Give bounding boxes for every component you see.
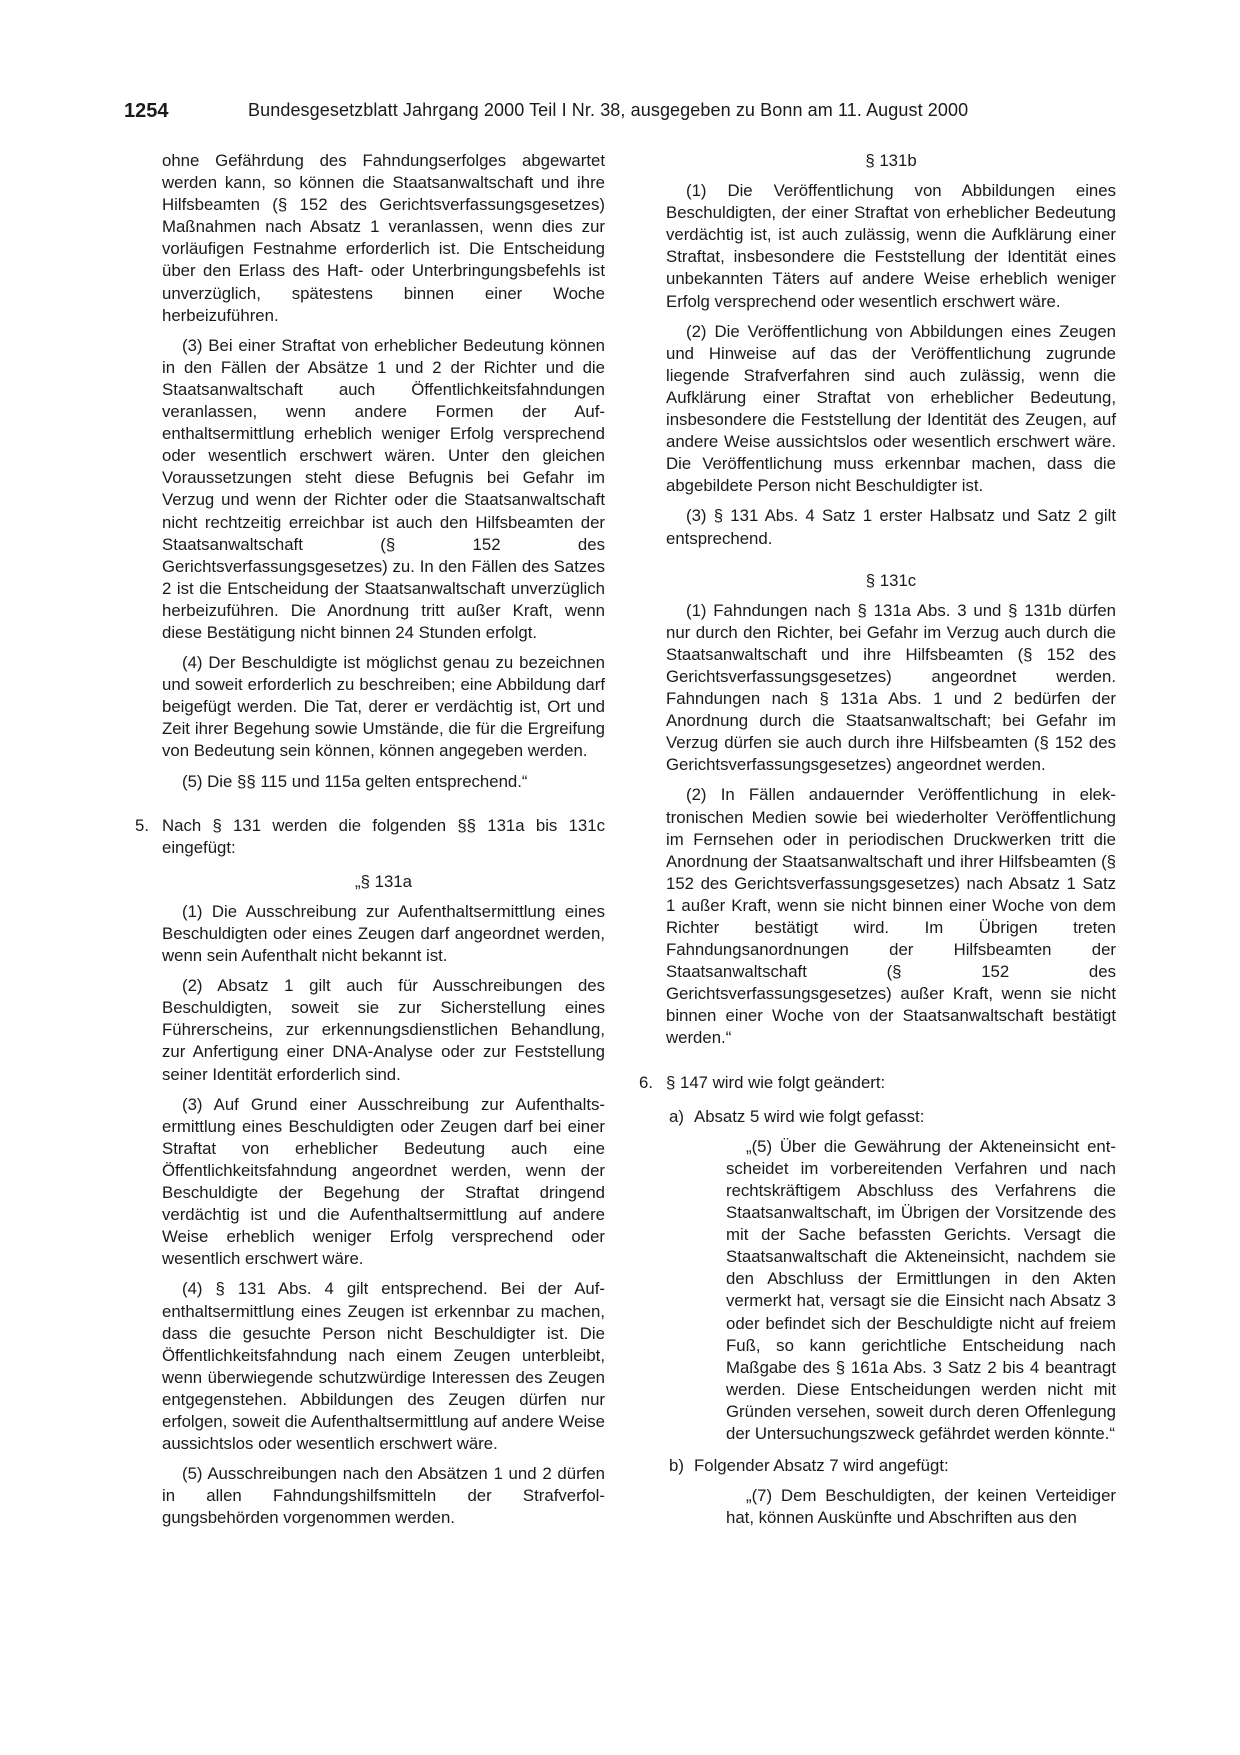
list-text: § 147 wird wie folgt geändert: [666, 1072, 886, 1092]
paragraph-131-3: (3) Bei einer Straftat von erheblicher Bedeutung können in den Fällen der Absätze 1 und 2 der Richter und die Staatsanwaltschaft auch Öffentlichkeitsfahndungen veranlassen, wenn andere Formen der Aufenthaltsermittlung erheblich weniger Erfolg versprechend oder wesentlich erschwert wären. Unter den gleichen Voraussetzungen steht diese Befugnis bei Gefahr im Verzug und wenn der Richter oder die Staatsanwaltschaft nicht rechtzeitig erreichbar ist auch den Hilfsbeamten der Staatsanwaltschaft (§ 152 des Gerichtsverfassungsgesetzes) zu. In den Fällen des Satzes 2 ist die Entscheidung der Staatsanwaltschaft unverzüglich herbeizuführen. Die Anordnung tritt außer Kraft, wenn diese Bestätigung nicht binnen 24 Stunden erfolgt. [162, 335, 605, 642]
sub-item-label: b) [669, 1456, 684, 1476]
sub-item-b [669, 1455, 1116, 1529]
running-title: Bundesgesetzblatt Jahrgang 2000 Teil I Nr. 38, ausgegeben zu Bonn am 11. August 2000 [248, 100, 969, 120]
list-text: Nach § 131 werden die folgenden §§ 131a bis 131c eingefügt: [162, 815, 605, 857]
paragraph-131-5: (5) Die §§ 115 und 115a gelten entsprechend.“ [182, 771, 528, 791]
paragraph-131c-2: (2) In Fällen andauernder Veröffentlichung in elektronischen Medien sowie bei wiederholter Veröffentlichung im Fernsehen oder in periodischen Druckwerken tritt die Anordnung der Staatsanwaltschaft und ihrer Hilfsbeamten (§ 152 des Gerichtsverfassungsgesetzes) nach Absatz 1 Satz 1 außer Kraft, wenn sie nicht binnen einer Woche von dem Richter bestätigt wird. Im Übrigen treten Fahndungsanordnungen der Hilfsbeamten der Staatsanwaltschaft (§ 152 des Gerichtsverfassungsgesetzes) außer Kraft, wenn sie nicht binnen einer Woche von der Staatsanwaltschaft bestätigt werden.“ [666, 785, 1116, 1048]
paragraph-131a-2: (2) Absatz 1 gilt auch für Ausschreibungen des Beschuldigten, soweit sie zur Sicherstellung eines Führerscheins, zur erkennungsdienstlichen Behandlung, zur Anfertigung einer DNA-Analyse oder zur Feststellung seiner Identität erforderlich sind. [162, 976, 605, 1084]
quoted-paragraph-147-5: „(5) Über die Gewährung der Akteneinsicht entscheidet im vorbereitenden Verfahren und nach rechtskräftigem Abschluss des Verfahrens die Staatsanwaltschaft, im Übrigen der Vorsitzende des mit der Sache befassten Gerichts. Versagt die Staatsanwaltschaft die Akteneinsicht, nachdem sie den Abschluss der Ermittlungen in den Akten vermerkt hat, versagt sie die Einsicht nach Absatz 3 oder befindet sich der Beschuldigte nicht auf freiem Fuß, so kann gerichtliche Entscheidung nach Maßgabe des § 161a Abs. 3 Satz 2 bis 4 beantragt werden. Diese Entscheidungen werden nicht mit Gründen versehen, soweit durch deren Offenlegung der Untersuchungszweck gefährdet werden könnte.“ [726, 1136, 1116, 1443]
paragraph-131c-1: (1) Fahndungen nach § 131a Abs. 3 und § 131b dürfen nur durch den Richter, bei Gefahr im Verzug auch durch die Staatsanwaltschaft und ihre Hilfsbeamten (§ 152 des Gerichtsverfassungsgesetzes) angeordnet werden. Fahndungen nach § 131a Abs. 1 und 2 bedürfen der Anordnung durch die Staatsanwaltschaft; bei Gefahr im Verzug dürfen sie auch durch ihre Hilfsbeamten (§ 152 des Gerichtsverfassungsgesetzes) angeordnet werden. [666, 600, 1116, 775]
section-heading-131b: § 131b [865, 151, 917, 170]
paragraph-131a-1: (1) Die Ausschreibung zur Aufenthaltsermittlung eines Beschuldigten oder eines Zeugen darf angeordnet werden, wenn sein Aufenthalt nicht bekannt ist. [162, 901, 605, 966]
list-number: 6. [639, 1072, 653, 1092]
list-item-6 [639, 1072, 1116, 1094]
sub-item-text: Folgender Absatz 7 wird angefügt: [694, 1456, 949, 1476]
paragraph-131b-1: (1) Die Veröffentlichung von Abbildungen eines Beschuldigten, der einer Straftat von erheblicher Bedeutung verdächtig ist, ist auch zulässig, wenn die Aufklärung einer Straftat, insbesondere die Feststellung der Identität eines unbekannten Täters auf andere Weise erheblich weniger Erfolg versprechend oder wesentlich erschwert wäre. [666, 181, 1116, 311]
left-column [135, 150, 605, 1537]
quoted-paragraph-147-7: „(7) Dem Beschuldigten, der keinen Verteidiger hat, können Auskünfte und Abschriften aus den [726, 1486, 1116, 1528]
right-column [639, 150, 1116, 1539]
sub-item-text: Absatz 5 wird wie folgt gefasst: [694, 1106, 925, 1126]
paragraph-131b-2: (2) Die Veröffentlichung von Abbildungen eines Zeugen und Hinweise auf das der Veröffentlichung zugrunde liegende Strafverfahren sind auch zulässig, wenn die Aufklärung einer Straftat von erheblicher Bedeutung, insbesondere die Feststellung der Identität des Zeugen, auf andere Weise aussichtslos oder wesentlich erschwert wäre. Die Veröffentlichung muss erkennbar machen, dass die abgebildete Person nicht Beschuldigter ist. [666, 321, 1116, 496]
list-number: 5. [135, 815, 149, 835]
sub-item-a [669, 1106, 1116, 1445]
paragraph-131a-4: (4) § 131 Abs. 4 gilt entsprechend. Bei der Aufenthaltsermittlung eines Zeugen ist erkennbar zu machen, dass die gesuchte Person nicht Beschuldigter ist. Die Öffentlichkeitsfahndung nach einem Zeugen unterbleibt, wenn überwiegende schutzwürdige Interessen des Zeugen entgegenstehen. Abbildungen des Zeugen dürfen nur erfolgen, soweit die Aufenthaltsermittlung auf andere Weise aussichtslos oder wesentlich erschwert wäre. [162, 1279, 605, 1454]
paragraph-131a-5: (5) Ausschreibungen nach den Absätzen 1 und 2 dürfen in allen Fahndungshilfsmitteln der Strafverfolgungsbehörden vorgenommen werden. [162, 1464, 605, 1528]
page-header [124, 100, 1118, 126]
list-item-5 [135, 815, 605, 859]
section-heading-131a: „§ 131a [355, 871, 412, 891]
section-heading-131c: § 131c [865, 570, 917, 590]
sub-item-label: a) [669, 1106, 684, 1126]
paragraph-131b-3: (3) § 131 Abs. 4 Satz 1 erster Halbsatz und Satz 2 gilt entsprechend. [666, 506, 1116, 548]
page-number: 1254 [124, 100, 169, 122]
paragraph-131a-3: (3) Auf Grund einer Ausschreibung zur Aufenthaltsermittlung eines Beschuldigten oder Zeugen darf bei einer Straftat von erheblicher Bedeutung auch eine Öffentlichkeitsfahndung angeordnet werden, wenn der Beschuldigte der Begehung der Straftat dringend verdächtig ist und die Aufenthaltsermittlung auf andere Weise erheblich weniger Erfolg versprechend oder wesentlich erschwert wäre. [162, 1094, 605, 1269]
paragraph-131-4: (4) Der Beschuldigte ist möglichst genau zu bezeichnen und soweit erforderlich zu beschreiben; eine Abbildung darf beigefügt werden. Die Tat, derer er verdächtig ist, Ort und Zeit ihrer Begehung sowie Umstände, die für die Ergreifung von Bedeutung sein können, können angegeben werden. [162, 653, 605, 761]
paragraph-continuation: ohne Gefährdung des Fahndungserfolges abgewartet werden kann, so können die Staatsanwaltschaft und ihre Hilfsbeamten (§ 152 des Gerichtsverfassungsgesetzes) Maßnahmen nach Absatz 1 veranlassen, wenn dies zur vorläufigen Festnahme erforderlich ist. Die Entscheidung über den Erlass des Haft- oder Unterbringungsbefehls ist unverzüglich, spätestens binnen einer Woche herbeizuführen. [162, 151, 605, 325]
